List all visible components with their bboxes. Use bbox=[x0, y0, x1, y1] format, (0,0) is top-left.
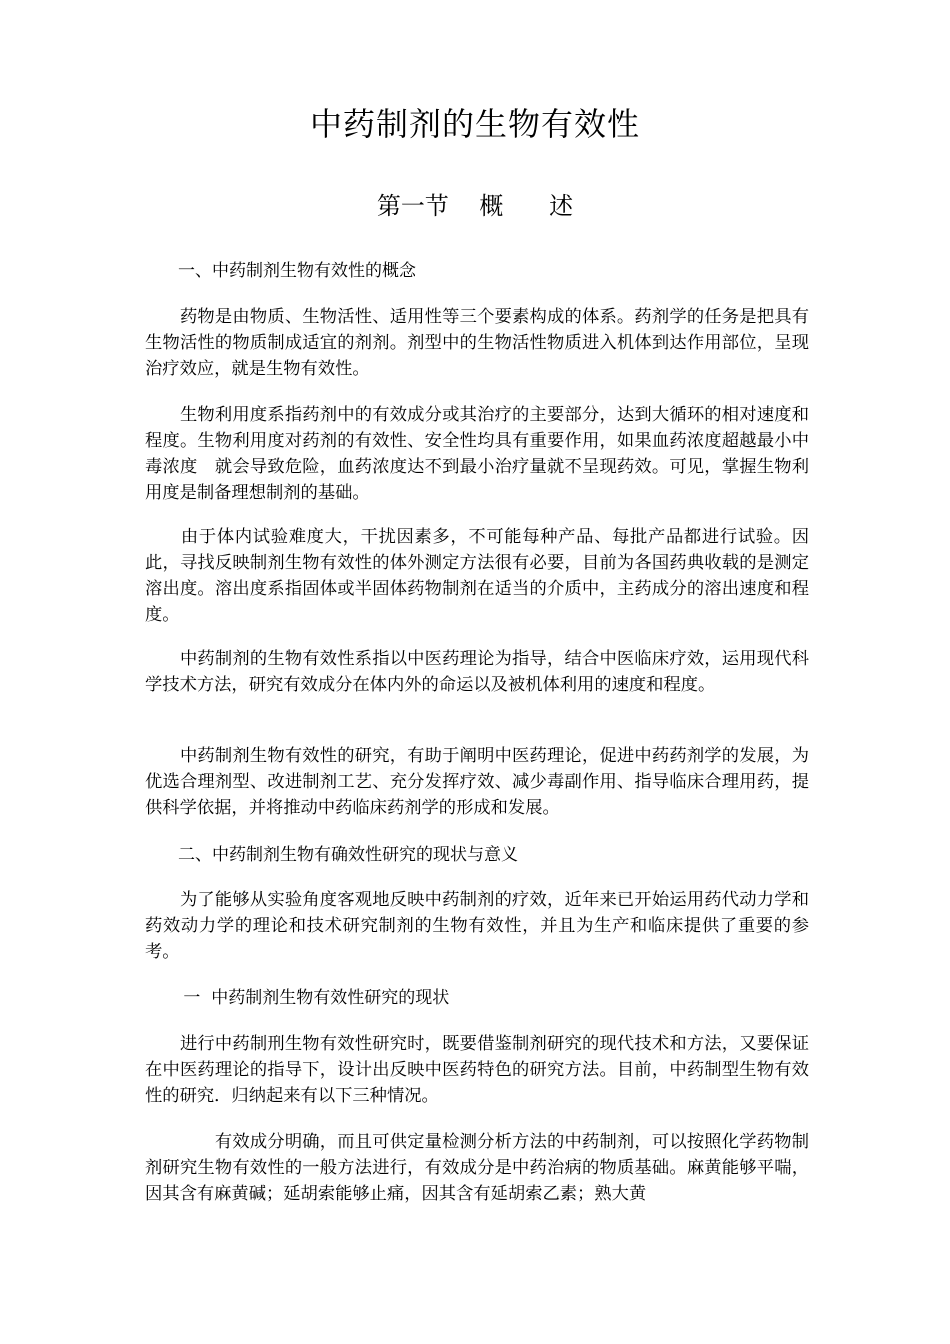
paragraph-text: 为了能够从实验角度客观地反映中药制剂的疗效，近年来已开始运用药代动力学和药效动力学的理论和技术研究制剂的生物有效性，并且为生产和临床提供了重要的参考。 bbox=[145, 890, 809, 962]
paragraph bbox=[145, 743, 809, 821]
paragraph bbox=[145, 1129, 809, 1207]
heading-status: 二、中药制剂生物有确效性研究的现状与意义 bbox=[178, 845, 518, 865]
heading-concept: 一、中药制剂生物有效性的概念 bbox=[178, 261, 416, 281]
paragraph-text: 中药制剂生物有效性的研究，有助于阐明中医药理论，促进中药药剂学的发展，为优选合理剂型、改进制剂工艺、充分发挥疗效、减少毒副作用、指导临床合理用药，提供科学依据，并将推动中药临床药剂学的形成和发展。 bbox=[145, 746, 809, 818]
paragraph bbox=[145, 402, 809, 506]
document-title: 中药制剂的生物有效性 bbox=[309, 105, 640, 143]
paragraph-text: 进行中药制刑生物有效性研究时，既要借鉴制剂研究的现代技术和方法，又要保证在中医药理论的指导下，设计出反映中医药特色的研究方法。目前，中药制型生物有效性的研究．归纳起来有以下三种情况。 bbox=[145, 1034, 809, 1106]
paragraph-text: 中药制剂的生物有效性系指以中医药理论为指导，结合中医临床疗效，运用现代科学技术方法，研究有效成分在体内外的命运以及被机体利用的速度和程度。 bbox=[145, 649, 809, 695]
paragraph-text: 生物利用度系指药剂中的有效成分或其治疗的主要部分，达到大循环的相对速度和程度。生物利用度对药剂的有效性、安全性均具有重要作用，如果血药浓度超越最小中毒浓度 就会导致危险，血药浓度达不到最小治疗量就不呈现药效。可见，掌握生物利用度是制备理想制剂的基础。 bbox=[145, 405, 809, 503]
paragraph bbox=[145, 887, 809, 965]
paragraph bbox=[145, 524, 809, 628]
paragraph bbox=[145, 1031, 809, 1109]
paragraph bbox=[145, 304, 809, 382]
paragraph bbox=[145, 646, 809, 698]
section-title: 第一节 概 述 bbox=[376, 192, 574, 220]
paragraph-text: 药物是由物质、生物活性、适用性等三个要素构成的体系。药剂学的任务是把具有生物活性的物质制成适宜的剂剂。剂型中的生物活性物质进入机体到达作用部位，呈现治疗效应，就是生物有效性。 bbox=[145, 307, 809, 379]
paragraph-text: 有效成分明确，而且可供定量检测分析方法的中药制剂，可以按照化学药物制剂研究生物有效性的一般方法进行，有效成分是中药治病的物质基础。麻黄能够平喘，因其含有麻黄碱；延胡索能够止痛，因其含有延胡索乙素；熟大黄 bbox=[145, 1132, 809, 1204]
heading-current-research: 一 中药制剂生物有效性研究的现状 bbox=[178, 988, 450, 1008]
paragraph-text: 由于体内试验难度大，干扰因素多，不可能每种产品、每批产品都进行试验。因此，寻找反映制剂生物有效性的体外测定方法很有必要，目前为各国药典收载的是测定溶出度。溶出度系指固体或半固体药物制剂在适当的介质中，主药成分的溶出速度和程度。 bbox=[145, 527, 809, 625]
